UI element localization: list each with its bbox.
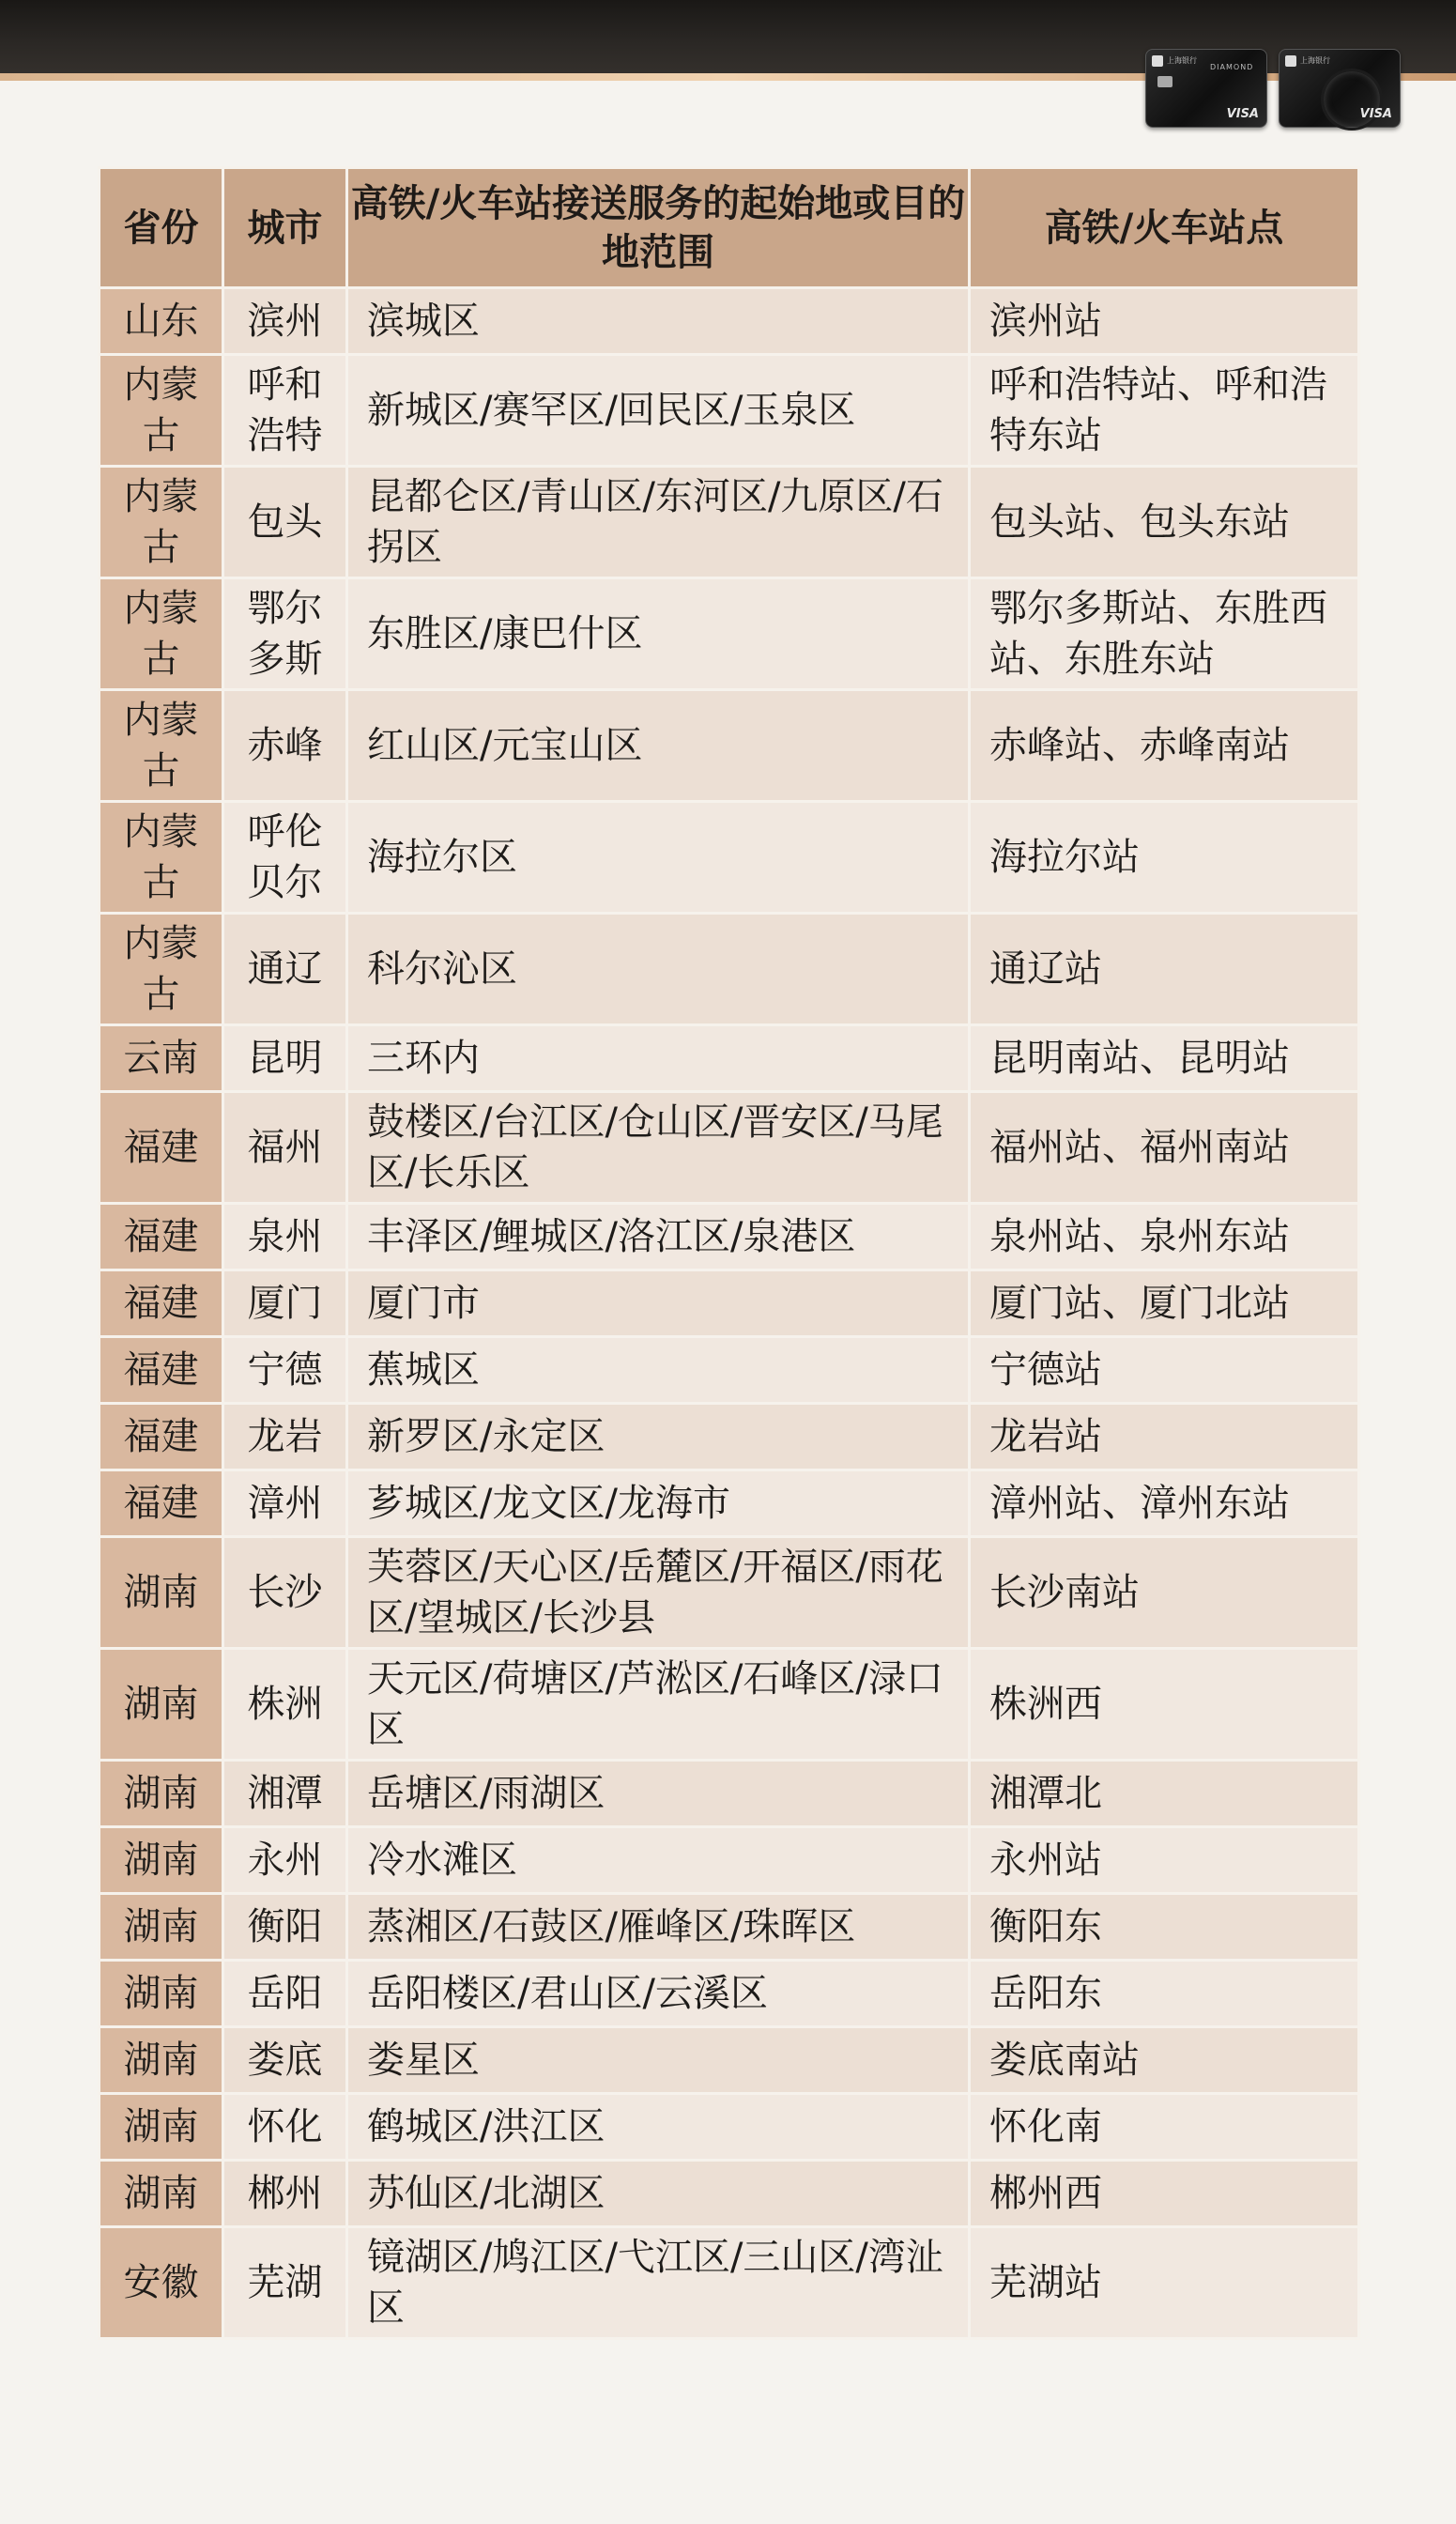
cell-range: 海拉尔区 [347,802,970,914]
cell-station: 海拉尔站 [970,802,1359,914]
cell-range: 天元区/荷塘区/芦淞区/石峰区/渌口区 [347,1649,970,1761]
cell-city: 岳阳 [223,1961,347,2027]
cell-city: 株洲 [223,1649,347,1761]
card-bank-text: 上海银行 [1300,56,1330,65]
cell-range: 岳阳楼区/君山区/云溪区 [347,1961,970,2027]
cell-range: 鹤城区/洪江区 [347,2094,970,2161]
table-row [100,1827,1359,1894]
cell-province: 内蒙古 [100,578,223,690]
cell-province: 福建 [100,1092,223,1204]
cell-city: 滨州 [223,288,347,355]
cell-city: 永州 [223,1827,347,1894]
card-tier-text: DIAMOND [1210,63,1254,71]
table-row [100,1649,1359,1761]
cell-city: 包头 [223,467,347,578]
cell-province: 湖南 [100,2161,223,2227]
header-city: 城市 [223,168,347,288]
cell-station: 岳阳东 [970,1961,1359,2027]
cell-province: 湖南 [100,1537,223,1649]
table-row [100,2161,1359,2227]
cell-range: 冷水滩区 [347,1827,970,1894]
cell-range: 厦门市 [347,1270,970,1337]
cell-station: 厦门站、厦门北站 [970,1270,1359,1337]
station-service-table [98,166,1357,2340]
table-row [100,355,1359,467]
cell-city: 鄂尔多斯 [223,578,347,690]
cell-range: 镜湖区/鸠江区/弋江区/三山区/湾沚区 [347,2227,970,2339]
table-row [100,2094,1359,2161]
cell-station: 衡阳东 [970,1894,1359,1961]
cell-range: 昆都仑区/青山区/东河区/九原区/石拐区 [347,467,970,578]
cell-station: 永州站 [970,1827,1359,1894]
credit-card-image-black [1279,49,1401,128]
cell-station: 通辽站 [970,914,1359,1025]
cell-province: 内蒙古 [100,802,223,914]
table-row [100,1204,1359,1270]
cell-station: 昆明南站、昆明站 [970,1025,1359,1092]
cell-province: 内蒙古 [100,467,223,578]
card-ring-graphic [1321,69,1383,131]
cell-city: 厦门 [223,1270,347,1337]
credit-card-image-diamond [1145,49,1267,128]
header-province: 省份 [100,168,223,288]
cell-range: 蕉城区 [347,1337,970,1404]
cell-station: 福州站、福州南站 [970,1092,1359,1204]
cell-station: 呼和浩特站、呼和浩特东站 [970,355,1359,467]
cell-province: 福建 [100,1270,223,1337]
cell-city: 泉州 [223,1204,347,1270]
table-row [100,1270,1359,1337]
cell-city: 漳州 [223,1470,347,1537]
visa-logo: VISA [1359,107,1392,121]
cell-city: 宁德 [223,1337,347,1404]
cell-station: 漳州站、漳州东站 [970,1470,1359,1537]
cell-range: 新罗区/永定区 [347,1404,970,1470]
cell-station: 赤峰站、赤峰南站 [970,690,1359,802]
visa-logo: VISA [1226,107,1259,121]
cell-city: 通辽 [223,914,347,1025]
card-bank-text: 上海银行 [1167,56,1197,65]
cell-station: 龙岩站 [970,1404,1359,1470]
cell-city: 衡阳 [223,1894,347,1961]
cell-province: 福建 [100,1470,223,1537]
cell-station: 株洲西 [970,1649,1359,1761]
cell-range: 苏仙区/北湖区 [347,2161,970,2227]
cell-station: 长沙南站 [970,1537,1359,1649]
cell-range: 三环内 [347,1025,970,1092]
table-row [100,1537,1359,1649]
cell-province: 福建 [100,1204,223,1270]
cell-station: 滨州站 [970,288,1359,355]
cell-province: 湖南 [100,1827,223,1894]
header-range: 高铁/火车站接送服务的起始地或目的地范围 [347,168,970,288]
table-row [100,2227,1359,2339]
cell-range: 科尔沁区 [347,914,970,1025]
table-row [100,1470,1359,1537]
table-row [100,1404,1359,1470]
bank-logo-icon [1285,55,1296,67]
cell-station: 泉州站、泉州东站 [970,1204,1359,1270]
table-row [100,1092,1359,1204]
cell-range: 娄星区 [347,2027,970,2094]
cell-station: 娄底南站 [970,2027,1359,2094]
cell-city: 娄底 [223,2027,347,2094]
table-row [100,1894,1359,1961]
cell-range: 滨城区 [347,288,970,355]
cell-range: 鼓楼区/台江区/仓山区/晋安区/马尾区/长乐区 [347,1092,970,1204]
cell-province: 湖南 [100,1961,223,2027]
cell-range: 东胜区/康巴什区 [347,578,970,690]
cell-station: 湘潭北 [970,1761,1359,1827]
cell-city: 芜湖 [223,2227,347,2339]
cell-province: 内蒙古 [100,690,223,802]
cell-province: 湖南 [100,1649,223,1761]
cell-city: 赤峰 [223,690,347,802]
cell-province: 湖南 [100,1761,223,1827]
cell-city: 长沙 [223,1537,347,1649]
cell-province: 湖南 [100,1894,223,1961]
cell-province: 福建 [100,1404,223,1470]
cell-city: 郴州 [223,2161,347,2227]
table-row [100,1337,1359,1404]
cell-city: 怀化 [223,2094,347,2161]
table-row [100,467,1359,578]
header-station: 高铁/火车站点 [970,168,1359,288]
cell-city: 龙岩 [223,1404,347,1470]
cell-station: 芜湖站 [970,2227,1359,2339]
cell-province: 湖南 [100,2027,223,2094]
bank-logo-icon [1152,55,1163,67]
cell-province: 湖南 [100,2094,223,2161]
cell-station: 包头站、包头东站 [970,467,1359,578]
card-chip-icon [1157,76,1172,87]
cell-province: 内蒙古 [100,355,223,467]
table-row [100,914,1359,1025]
cell-province: 云南 [100,1025,223,1092]
table-row [100,288,1359,355]
cell-range: 芙蓉区/天心区/岳麓区/开福区/雨花区/望城区/长沙县 [347,1537,970,1649]
cell-range: 新城区/赛罕区/回民区/玉泉区 [347,355,970,467]
cell-province: 内蒙古 [100,914,223,1025]
table-header-row [100,168,1359,288]
table-row [100,1961,1359,2027]
cell-city: 昆明 [223,1025,347,1092]
table-row [100,2027,1359,2094]
cell-station: 鄂尔多斯站、东胜西站、东胜东站 [970,578,1359,690]
cell-range: 芗城区/龙文区/龙海市 [347,1470,970,1537]
cell-province: 福建 [100,1337,223,1404]
cell-station: 郴州西 [970,2161,1359,2227]
table-row [100,802,1359,914]
table-row [100,1025,1359,1092]
cell-range: 蒸湘区/石鼓区/雁峰区/珠晖区 [347,1894,970,1961]
table-row [100,690,1359,802]
cell-city: 湘潭 [223,1761,347,1827]
cell-station: 宁德站 [970,1337,1359,1404]
cell-city: 呼伦贝尔 [223,802,347,914]
cell-station: 怀化南 [970,2094,1359,2161]
cell-range: 红山区/元宝山区 [347,690,970,802]
cell-province: 安徽 [100,2227,223,2339]
table-row [100,1761,1359,1827]
cell-range: 丰泽区/鲤城区/洛江区/泉港区 [347,1204,970,1270]
cell-city: 呼和浩特 [223,355,347,467]
table-row [100,578,1359,690]
cell-range: 岳塘区/雨湖区 [347,1761,970,1827]
cell-city: 福州 [223,1092,347,1204]
cell-province: 山东 [100,288,223,355]
